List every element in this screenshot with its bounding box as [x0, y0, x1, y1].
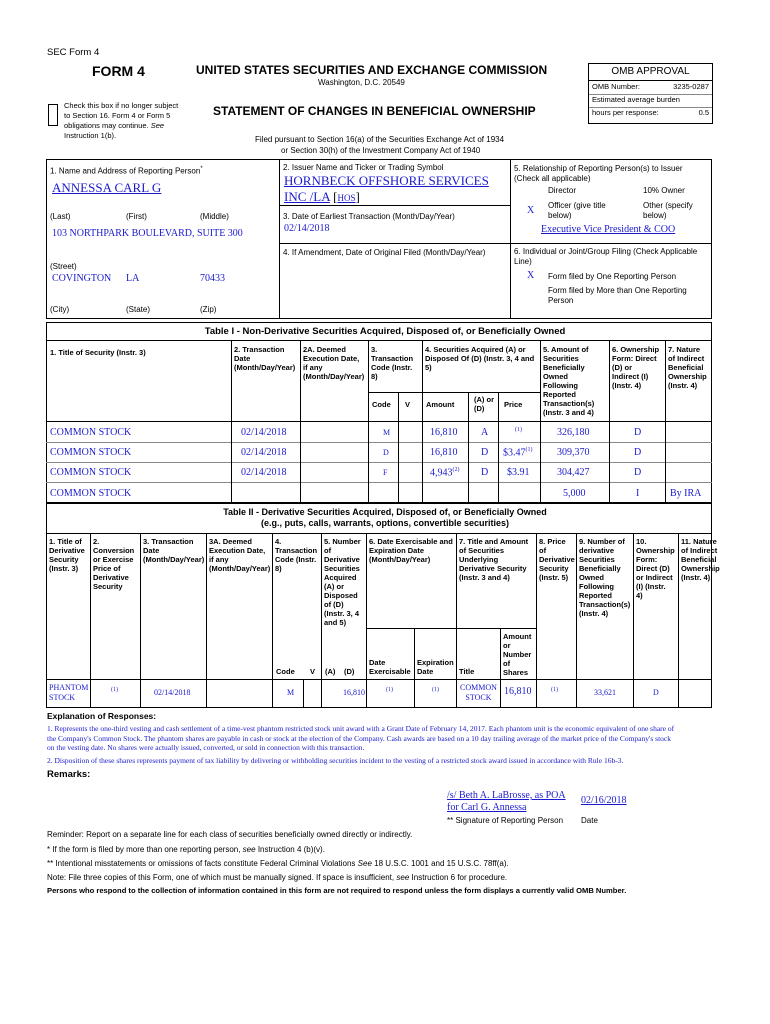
omb-title: OMB APPROVAL: [611, 66, 690, 77]
t2-row-owned: 33,621: [594, 688, 616, 697]
t2-row-underlying-amount: 16,810: [504, 686, 532, 697]
t2-sub-date-exercisable: Date Exercisable: [369, 658, 411, 676]
t2-col7-header: 7. Title and Amount of Securities Underlying Derivative Security (Instr. 3 and 4): [459, 537, 529, 582]
t1-row2-ad: D: [481, 447, 489, 458]
t2-row-underlying-title: COMMON STOCK: [460, 683, 497, 702]
t2-col3-header: 3. Transaction Date (Month/Day/Year): [143, 537, 205, 564]
star-note-2: ** Intentional misstatements or omissions of facts constitute Federal Criminal Violations See 18 U.S.C. 1001 and 15 U.S.C. 78ff(a).: [47, 859, 509, 868]
box1-label: 1. Name and Address of Reporting Person*: [50, 166, 203, 176]
t2-row-title: PHANTOM STOCK: [49, 683, 89, 702]
t2-sub-code: Code: [276, 667, 295, 676]
t2-col4-header: 4. Transaction Code (Instr. 8): [275, 537, 318, 573]
filed-pursuant-1: Filed pursuant to Section 16(a) of the Securities Exchange Act of 1934: [255, 135, 505, 144]
t1-sub-code: Code: [372, 400, 391, 409]
t1-row3-price: $3.91: [507, 467, 530, 478]
t1-col2a-header: 2A. Deemed Execution Date, if any (Month/Day/Year): [303, 345, 365, 381]
t1-col3-header: 3. Transaction Code (Instr. 8): [371, 345, 414, 381]
city-label: (City): [50, 305, 70, 314]
sec-form-label: SEC Form 4: [47, 47, 100, 58]
t1-sub-v: V: [405, 400, 411, 409]
t1-row4-owned: 5,000: [563, 488, 586, 499]
t1-row3-date: 02/14/2018: [241, 467, 287, 478]
issuer-name-line2[interactable]: INC /LA [HOS]: [284, 189, 360, 204]
t2-row-form: D: [653, 688, 659, 697]
city-value: COVINGTON: [52, 273, 112, 284]
box5-label: 5. Relationship of Reporting Person(s) to Issuer (Check all applicable): [514, 164, 683, 183]
zip-value: 70433: [200, 273, 225, 284]
t1-sub-amount: Amount: [426, 400, 455, 409]
t2-sub-expiration: Expiration Date: [417, 658, 454, 676]
omb-burden-label: Estimated average burden: [592, 95, 680, 104]
signature-date: 02/16/2018: [581, 795, 627, 806]
t2-col6-header: 6. Date Exercisable and Expiration Date (Month/Day/Year): [369, 537, 453, 564]
ticker: HOS: [337, 193, 356, 203]
t1-row1-price-fn: (1): [515, 427, 522, 433]
t1-row1-ad: A: [481, 427, 489, 438]
t2-row-conv: (1): [111, 687, 118, 693]
t2-col9-header: 9. Number of derivative Securities Beneficially Owned Following Reported Transaction(s) (Instr. 4): [579, 537, 631, 618]
explanation-title: Explanation of Responses:: [47, 711, 157, 721]
t1-row3-ad: D: [481, 467, 489, 478]
t2-col5-header: 5. Number of Derivative Securities Acquired (A) or Disposed of (D) (Instr. 3, 4 and 5): [324, 537, 361, 627]
t1-row2-amount: 16,810: [430, 447, 458, 458]
one-person-option[interactable]: Form filed by One Reporting Person: [548, 272, 677, 281]
star-note-1: * If the form is filed by more than one reporting person, see Instruction 4 (b)(v).: [47, 845, 325, 854]
t1-row1-date: 02/14/2018: [241, 427, 287, 438]
issuer-name-line1[interactable]: HORNBECK OFFSHORE SERVICES: [284, 173, 489, 188]
t1-row3-owned: 304,427: [557, 467, 590, 478]
one-person-check-mark: X: [527, 270, 535, 281]
t1-row4-nature: By IRA: [670, 488, 702, 499]
t1-row1-title: COMMON STOCK: [50, 427, 132, 438]
signature-label: ** Signature of Reporting Person: [447, 816, 564, 825]
t1-col6-header: 6. Ownership Form: Direct (D) or Indirect (I) (Instr. 4): [612, 345, 660, 390]
omb-number: 3235-0287: [673, 82, 709, 91]
t2-sub-a: (A): [325, 667, 336, 676]
t2-col11-header: 11. Nature of Indirect Beneficial Ownership (Instr. 4): [681, 537, 720, 582]
officer-check-mark: X: [527, 205, 535, 216]
t1-row2-form: D: [634, 447, 642, 458]
other-option[interactable]: Other (specify below): [643, 201, 693, 220]
state-label: (State): [126, 305, 151, 314]
zip-label: (Zip): [200, 305, 217, 314]
form-title: FORM 4: [92, 63, 145, 79]
t1-col7-header: 7. Nature of Indirect Beneficial Ownership (Instr. 4): [668, 345, 707, 390]
officer-option[interactable]: Officer (give title below): [548, 201, 606, 220]
statement-title: STATEMENT OF CHANGES IN BENEFICIAL OWNERSHIP: [213, 104, 536, 118]
t2-row-price: (1): [551, 687, 558, 693]
address: 103 NORTHPARK BOULEVARD, SUITE 300: [52, 228, 243, 239]
omb-hours: 0.5: [698, 108, 709, 117]
box2-label: 2. Issuer Name and Ticker or Trading Symbol: [283, 163, 444, 172]
middle-label: (Middle): [200, 212, 229, 221]
commission-title: UNITED STATES SECURITIES AND EXCHANGE COMMISSION: [196, 63, 548, 77]
footnote-1: 1. Represents the one-third vesting and cash settlement of a time-vest phantom restricted stock unit award with a Grant Date of February 14, 2017. Each phantom unit is the economic equivalent of one share of the Company's Common Stock. The phantom shares are payable in cash or stock at the election of the Company. Cash awards are based on a 10 day trailing average of the market price of the Company's stock on the vesting date. No shares were actually issued, converted, or sold in connection with this transaction.: [47, 724, 675, 752]
t1-row4-form: I: [636, 488, 640, 499]
officer-title: Executive Vice President & COO: [541, 224, 676, 235]
t2-row-code: M: [287, 688, 295, 697]
t1-col5-header: 5. Amount of Securities Beneficially Owned Following Reported Transaction(s) (Instr. 3 and 4): [543, 345, 595, 417]
t2-sub-d: (D): [344, 667, 355, 676]
last-label: (Last): [50, 212, 71, 221]
reminder: Reminder: Report on a separate line for each class of securities beneficially owned directly or indirectly.: [47, 830, 413, 839]
table1-title: Table I - Non-Derivative Securities Acquired, Disposed of, or Beneficially Owned: [204, 326, 566, 337]
t2-sub-title: Title: [459, 667, 475, 676]
t1-row2-title: COMMON STOCK: [50, 447, 132, 458]
reporting-person-name[interactable]: ANNESSA CARL G: [52, 180, 162, 195]
omb-number-label: OMB Number:: [592, 82, 640, 91]
omb-box: [588, 63, 713, 124]
omb-notice: Persons who respond to the collection of information contained in this form are not required to respond unless the form displays a currently valid OMB Number.: [47, 886, 627, 895]
t1-row3-code: F: [383, 468, 388, 477]
t2-row-expiration: (1): [432, 687, 439, 693]
remarks-title: Remarks:: [47, 769, 91, 780]
t1-row2-date: 02/14/2018: [241, 447, 287, 458]
earliest-transaction-date: 02/14/2018: [284, 223, 330, 234]
more-persons-option[interactable]: Form filed by More than One Reporting Person: [548, 286, 687, 305]
t1-row4-title: COMMON STOCK: [50, 488, 132, 499]
location: Washington, D.C. 20549: [318, 78, 405, 87]
street-label: (Street): [50, 262, 77, 271]
t2-col2-header: 2. Conversion or Exercise Price of Derivative Security: [93, 537, 135, 591]
t1-row2-code: D: [383, 448, 389, 457]
checkbox-text: Check this box if no longer subject to Section 16. Form 4 or Form 5 obligations may continue. See Instruction 1(b).: [64, 101, 179, 140]
table2-title: Table II - Derivative Securities Acquired, Disposed of, or Beneficially Owned (e.g., puts, calls, warrants, options, convertible securities): [223, 507, 547, 528]
t2-col3a-header: 3A. Deemed Execution Date, if any (Month/Day/Year): [209, 537, 271, 573]
box3-label: 3. Date of Earliest Transaction (Month/Day/Year): [283, 212, 455, 221]
no-longer-subject-checkbox[interactable]: [48, 104, 58, 126]
box4-label: 4. If Amendment, Date of Original Filed (Month/Day/Year): [283, 248, 486, 257]
signature: /s/ Beth A. LaBrosse, as POA for Carl G. Annessa: [447, 790, 566, 813]
t1-row1-owned: 326,180: [557, 427, 590, 438]
t1-sub-ad: (A) or (D): [474, 395, 494, 413]
t2-sub-v: V: [310, 667, 316, 676]
copies-note: Note: File three copies of this Form, one of which must be manually signed. If space is insufficient, see Instruction 6 for procedure.: [47, 873, 508, 882]
t1-row1-form: D: [634, 427, 642, 438]
t1-row3-title: COMMON STOCK: [50, 467, 132, 478]
t2-col8-header: 8. Price of Derivative Security (Instr. 5): [539, 537, 575, 582]
t1-col4-header: 4. Securities Acquired (A) or Disposed Of (D) (Instr. 3, 4 and 5): [425, 345, 535, 372]
t2-row-d: 16,810: [343, 688, 365, 697]
state-value: LA: [126, 273, 140, 284]
t2-col10-header: 10. Ownership Form: Direct (D) or Indirect (I) (Instr. 4): [636, 537, 675, 600]
t1-row2-owned: 309,370: [557, 447, 590, 458]
t1-col2-header: 2. Transaction Date (Month/Day/Year): [234, 345, 296, 372]
t1-row1-amount: 16,810: [430, 427, 458, 438]
first-label: (First): [126, 212, 147, 221]
t2-row-exercisable: (1): [386, 687, 393, 693]
t2-col1-header: 1. Title of Derivative Security (Instr. 3): [49, 537, 85, 573]
ten-percent-owner-option[interactable]: 10% Owner: [643, 186, 685, 195]
t1-sub-price: Price: [504, 400, 523, 409]
date-label: Date: [581, 816, 598, 825]
footnote-2: 2. Disposition of these shares represents payment of tax liability by delivering or withholding securities incident to the vesting of a restricted stock award issued in accordance with Rule 16b-3.: [47, 756, 624, 765]
t2-sub-amount: Amount or Number of Shares: [503, 632, 532, 677]
filed-pursuant-2: or Section 30(h) of the Investment Company Act of 1940: [281, 146, 481, 155]
t1-col1-header: 1. Title of Security (Instr. 3): [50, 348, 146, 357]
t2-row-date: 02/14/2018: [154, 688, 191, 697]
t1-row3-form: D: [634, 467, 642, 478]
t1-row2-price: $3.47$^{(1)}$: [503, 447, 533, 459]
t1-row1-code: M: [383, 428, 391, 437]
omb-hours-label: hours per response:: [592, 108, 659, 117]
t1-row3-amount: 4,943$^{(2)}$: [430, 467, 460, 479]
director-option[interactable]: Director: [548, 186, 577, 195]
box6-label: 6. Individual or Joint/Group Filing (Check Applicable Line): [514, 247, 698, 266]
